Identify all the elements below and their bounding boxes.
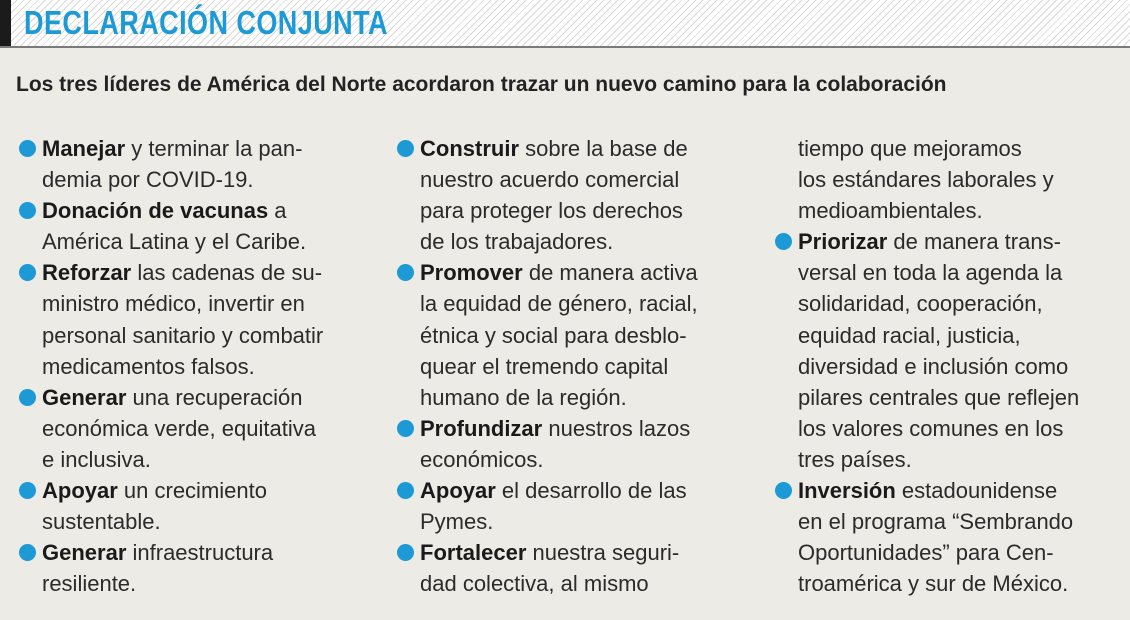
list-item-line: medicamentos falsos.: [42, 353, 255, 379]
list-item-line: dad colectiva, al mismo: [420, 571, 649, 597]
list-item-line: la equidad de género, racial,: [420, 291, 698, 317]
list-item-line: en el programa “Sembrando: [798, 509, 1074, 535]
list-item: [774, 475, 1124, 599]
list-item: [18, 257, 378, 381]
list-item-keyword: Promover: [420, 260, 523, 286]
list-item-first-line: [396, 413, 756, 444]
list-item-keyword: Inversión: [798, 478, 896, 504]
list-item-line: equidad racial, justicia,: [798, 322, 1021, 348]
list-item-line: Pymes.: [420, 509, 494, 535]
list-item-text: infraestructura: [126, 540, 274, 566]
list-item-text: el desarrollo de las: [495, 478, 687, 504]
list-item-keyword: Construir: [420, 136, 519, 161]
bullet-dot-icon: [19, 264, 36, 281]
list-item: [396, 133, 756, 257]
page-title: DECLARACIÓN CONJUNTA: [24, 4, 388, 41]
list-item: [396, 257, 756, 412]
list-item: [18, 195, 378, 257]
list-item-line: personal sanitario y combatir: [42, 322, 324, 348]
list-item-line: diversidad e inclusión como: [798, 353, 1069, 379]
list-item-text: a: [268, 198, 287, 224]
bullet-dot-icon: [19, 202, 36, 219]
list-item-text: una recuperación: [126, 384, 303, 410]
list-item-line: e inclusiva.: [42, 446, 151, 472]
list-item-first-line: [774, 226, 1124, 257]
list-item-line: Oportunidades” para Cen-: [798, 540, 1054, 566]
list-item-first-line: [18, 133, 378, 164]
list-item: [18, 382, 378, 475]
list-item-text: nuestros lazos: [542, 415, 691, 441]
list-item-first-line: [774, 475, 1124, 506]
header-banner: [0, 0, 1130, 48]
list-item-keyword: Apoyar: [420, 478, 496, 504]
continuation-line: tiempo que mejoramos: [798, 136, 1022, 161]
list-item-line: humano de la región.: [420, 384, 627, 410]
list-item-line: para proteger los derechos: [420, 198, 683, 224]
list-item-line: resiliente.: [42, 571, 137, 597]
list-item-line: de los trabajadores.: [420, 229, 614, 255]
list-item-first-line: [396, 475, 756, 506]
bullet-dot-icon: [19, 482, 36, 499]
list-item-line: versal en toda la agenda la: [798, 260, 1063, 286]
list-item-keyword: Fortalecer: [420, 540, 527, 566]
list-item-line: troamérica y sur de México.: [798, 571, 1069, 597]
list-item: [396, 475, 756, 537]
list-item: [18, 537, 378, 599]
list-item-line: económicos.: [420, 446, 544, 472]
list-item-text: de manera trans-: [887, 229, 1061, 255]
list-item-line: los valores comunes en los: [798, 415, 1064, 441]
list-item: [396, 413, 756, 475]
list-item-line: ministro médico, invertir en: [42, 291, 305, 317]
list-item-text: un crecimiento: [117, 478, 267, 504]
list-item-line: sustentable.: [42, 509, 161, 535]
list-item-first-line: [396, 537, 756, 568]
list-item: [774, 226, 1124, 475]
bullet-dot-icon: [397, 482, 414, 499]
list-item-text: de manera activa: [522, 260, 698, 286]
list-item-first-line: [18, 257, 378, 288]
list-item-line: demia por COVID-19.: [42, 167, 254, 193]
continuation-line: los estándares laborales y: [798, 167, 1054, 193]
bullet-dot-icon: [397, 140, 414, 157]
list-item-first-line: [18, 475, 378, 506]
list-item-first-line: [18, 537, 378, 568]
header-accent-bar: [0, 0, 11, 46]
list-item-first-line: [396, 133, 756, 164]
list-item-text: sobre la base de: [519, 136, 688, 161]
list-item-keyword: Reforzar: [42, 260, 132, 286]
list-item-first-line: [18, 382, 378, 413]
bullet-dot-icon: [775, 482, 792, 499]
list-item-line: solidaridad, cooperación,: [798, 291, 1043, 317]
list-item-line: nuestro acuerdo comercial: [420, 167, 680, 193]
bullet-dot-icon: [775, 233, 792, 250]
list-item-text: estadounidense: [895, 478, 1058, 504]
bullet-dot-icon: [19, 389, 36, 406]
list-item-line: quear el tremendo capital: [420, 353, 669, 379]
list-item-first-line: [396, 257, 756, 288]
list-item-keyword: Apoyar: [42, 478, 118, 504]
list-item-text: las cadenas de su-: [131, 260, 323, 286]
subtitle: Los tres líderes de América del Norte acordaron trazar un nuevo camino para la colaboración: [16, 73, 947, 96]
bullet-dot-icon: [397, 420, 414, 437]
list-item: [18, 475, 378, 537]
list-item: [18, 133, 378, 195]
bullet-dot-icon: [397, 264, 414, 281]
list-item-line: étnica y social para desblo-: [420, 322, 687, 348]
column-1: [18, 133, 378, 599]
bullet-dot-icon: [19, 140, 36, 157]
list-item-text: nuestra seguri-: [526, 540, 680, 566]
list-item-line: tres países.: [798, 446, 912, 472]
list-item: [396, 537, 756, 599]
list-item-keyword: Donación de vacunas: [42, 198, 269, 224]
list-item-keyword: Priorizar: [798, 229, 888, 255]
list-item-first-line: [18, 195, 378, 226]
bullet-dot-icon: [397, 544, 414, 561]
list-item-keyword: Generar: [42, 540, 127, 566]
column-3: [774, 133, 1124, 599]
list-item-keyword: Profundizar: [420, 415, 543, 441]
list-item-keyword: Generar: [42, 384, 127, 410]
list-item-line: económica verde, equitativa: [42, 415, 316, 441]
list-item-line: pilares centrales que reflejen: [798, 384, 1080, 410]
list-item-keyword: Manejar: [42, 136, 126, 161]
list-item-text: y terminar la pan-: [125, 136, 303, 161]
continuation-line: medioambientales.: [798, 198, 983, 224]
list-item-line: América Latina y el Caribe.: [42, 229, 307, 255]
column-2: [396, 133, 756, 599]
bullet-dot-icon: [19, 544, 36, 561]
